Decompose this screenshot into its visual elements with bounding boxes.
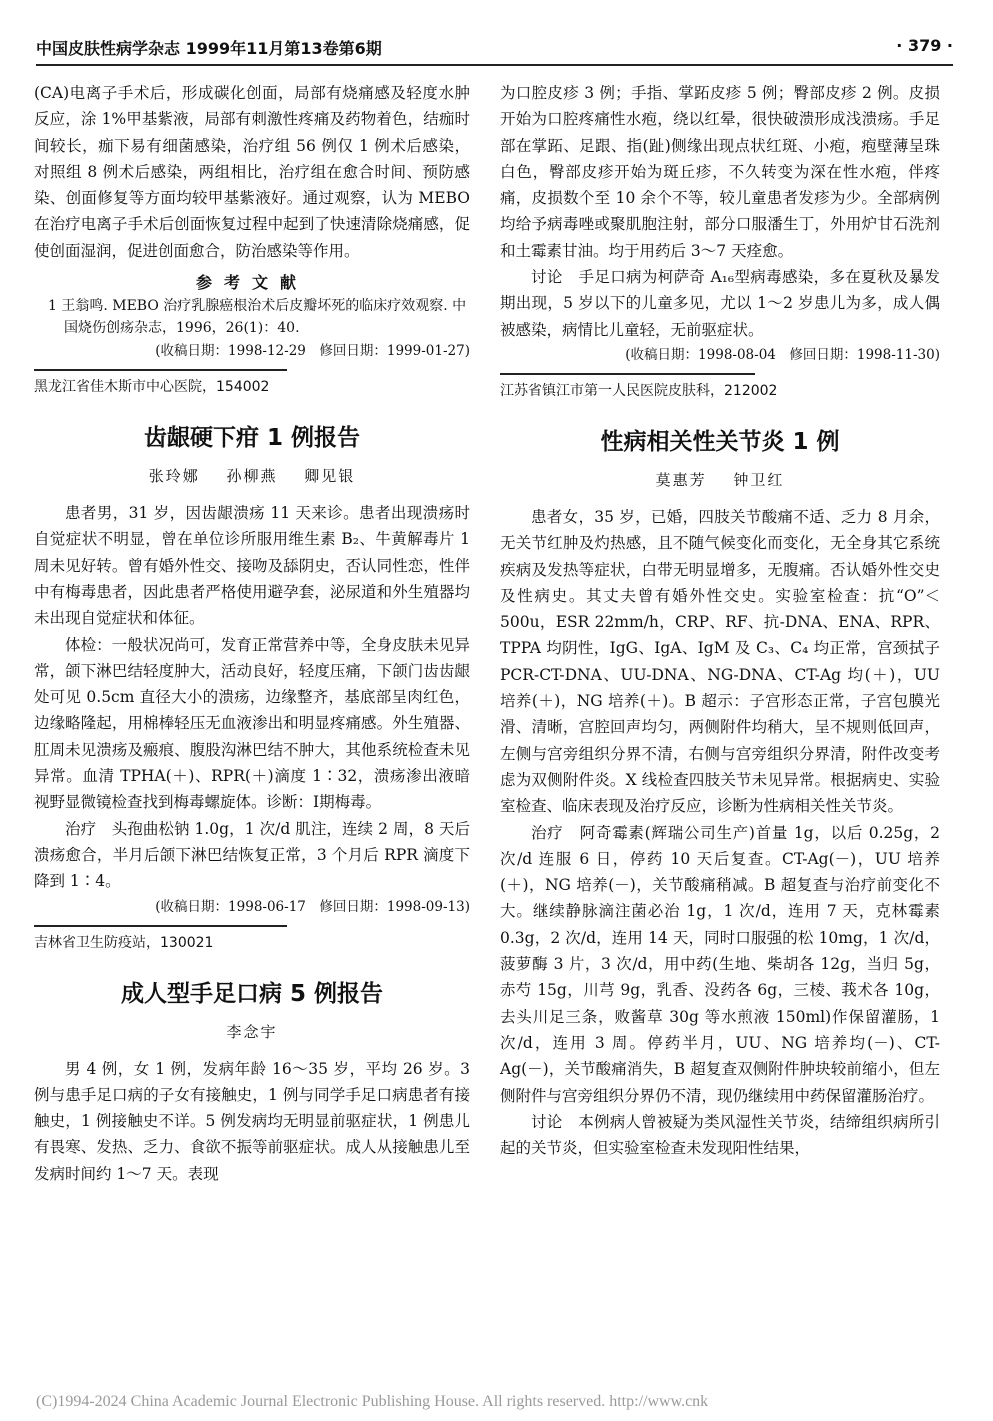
affiliation: 黑龙江省佳木斯市中心医院，154002 [34,379,270,396]
received-revised-dates: (收稿日期：1998-12-29 修回日期：1999-01-27) [155,343,470,360]
body-paragraph: 治疗 阿奇霉素(辉瑞公司生产)首量 1g，以后 0.25g，2 次/d 连服 6 日，停药 10 天后复查。CT-Ag(－)，UU 培养(＋)，NG 培养(－)，关节酸痛稍减。B 超复查与治疗前变化不大。继续静脉滴注菌必治 1g，1 次/d，连用 7 天，克林霉素 0.3g，2 次/d，连用 14 天，同时口服强的松 10mg，1 次/d，菠萝酶 3 片，3 次/d，用中药(生地、柴胡各 12g，当归 5g，赤芍 15g，川芎 9g，乳香、没药各 6g，三棱、莪术各 10g，去头川足三条，败酱草 30g 等水煎液 150ml)作保留灌肠，1 次/d，连用 3 周。停药半月，UU、NG 培养均(－)、CT-Ag(－)，关节酸痛消失，B 超复查双侧附件肿块较前缩小，但左侧附件与宫旁组织分界仍不清，现仍继续用中药保留灌肠治疗。 [500,823,940,1105]
section-divider [500,373,755,375]
affiliation: 吉林省卫生防疫站，130021 [34,934,214,951]
article-std-arthritis [500,381,940,1161]
section-divider [34,925,287,927]
article-hfmd [34,933,470,1187]
body-paragraph: 患者男，31 岁，因齿龈溃疡 11 天来诊。患者出现溃疡时自觉症状不明显，曾在单位诊所服用维生素 B₂、牛黄解毒片 1 周未见好转。曾有婚外性交、接吻及舔阴史，否认同性恋，性伴中有梅毒患者，因此患者严格使用避孕套，泌尿道和外生殖器均未出现自觉症状和体征。 [34,504,470,628]
journal-issue-line: 中国皮肤性病学杂志 1999年11月第13卷第6期 [36,39,382,58]
received-revised-dates: (收稿日期：1998-08-04 修回日期：1998-11-30) [625,346,940,363]
body-paragraph: 治疗 头孢曲松钠 1.0g，1 次/d 肌注，连续 2 周，8 天后溃疡愈合，半月后颌下淋巴结恢复正常，3 个月后 RPR 滴度下降到 1∶4。 [34,819,470,891]
continued-paragraph: 为口腔皮疹 3 例；手指、掌跖皮疹 5 例；臀部皮疹 2 例。皮损开始为口腔疼痛性水疱，绕以红晕，很快破溃形成浅溃疡。手足部在掌跖、足跟、指(趾)侧缘出现点状红斑、小疱，疱壁薄呈珠白色，臀部皮疹开始为斑丘疹，不久转变为深在性水疱，伴疼痛，皮损数个至 10 余个不等，较儿童患者发疹为少。全部病例均给予病毒唑或聚肌胞注射，部分口服潘生丁，外用炉甘石洗剂和土霉素甘油。均于用药后 3～7 天痊愈。 [500,84,940,260]
body-paragraph: 体检：一般状况尚可，发育正常营养中等，全身皮肤未见异常，颌下淋巴结轻度肿大，活动良好，轻度压痛，下颌门齿齿龈处可见 0.5cm 直径大小的溃疡，边缘整齐，基底部呈肉红色，边缘略隆起，用棉棒轻压无血液渗出和明显疼痛感。外生殖器、肛周未见溃疡及瘢痕、腹股沟淋巴结不肿大，其他系统检查未见异常。血清 TPHA(＋)、RPR(＋)滴度 1∶32，溃疡渗出液暗视野显微镜检查找到梅毒螺旋体。诊断：Ⅰ期梅毒。 [34,635,470,812]
affiliation: 江苏省镇江市第一人民医院皮肤科，212002 [500,382,778,399]
continued-paragraph: (CA)电离子手术后，形成碳化创面，局部有烧痛感及轻度水肿反应，涂 1%甲基紫液，局部有刺激性疼痛及药物着色，结痂时间较长，痂下易有细菌感染，治疗组 56 例仅 1 例术后感染，对照组 8 例术后感染，两组相比，治疗组在愈合时间、预防感染、创面修复等方面均较甲基紫液好。通过观察，认为 MEBO 在治疗电离子手术后创面恢复过程中起到了快速清除烧痛感，促使创面湿润，促进创面愈合，防治感染等作用。 [34,84,470,260]
right-column [500,80,940,1161]
article-authors: 张玲娜 孙柳燕 卿见银 [148,467,356,486]
section-divider [34,369,287,371]
running-header [36,28,953,66]
page-number: · 379 · [896,36,953,55]
article-title: 性病相关性关节炎 1 例 [600,428,840,455]
article-authors: 李念宇 [226,1022,278,1041]
received-revised-dates: (收稿日期：1998-06-17 修回日期：1998-09-13) [155,898,470,915]
left-column [34,80,470,1187]
article-authors: 莫惠芳 钟卫红 [655,470,785,489]
body-paragraph: 讨论 本例病人曾被疑为类风湿性关节炎，结缔组织病所引起的关节炎，但实验室检查未发现阳性结果， [500,1112,940,1158]
references-heading: 参考文献 [195,273,308,293]
copyright-watermark: (C)1994-2024 China Academic Journal Electronic Publishing House. All rights reserved. http://www.cnk [36,1393,709,1410]
reference-item: 1 王翁鸣. MEBO 治疗乳腺癌根治术后皮瓣坏死的临床疗效观察. 中国烧伤创疡杂志，1996，26(1)：40. [48,298,467,337]
article-title: 成人型手足口病 5 例报告 [120,980,384,1007]
body-paragraph: 男 4 例，女 1 例，发病年龄 16～35 岁，平均 26 岁。3 例与患手足口病的子女有接触史，1 例与同学手足口病患者有接触史，1 例接触史不详。5 例发病均无明显前驱症状，1 例患儿有畏寒、发热、乏力、食欲不振等前驱症状。成人从接触患儿至发病时间约 1～7 天。表现 [34,1059,470,1183]
body-paragraph: 患者女，35 岁，已婚，四肢关节酸痛不适、乏力 8 月余，无关节红肿及灼热感，且不随气候变化而变化，无全身其它系统疾病及发热等症状，白带无明显增多，无腹痛。否认婚外性交史及性病史。其丈夫曾有婚外性交史。实验室检查：抗“O”＜500u，ESR 22mm/h，CRP、RF、抗-DNA、ENA、RPR、TPPA 均阴性，IgG、IgA、IgM 及 C₃、C₄ 均正常，宫颈拭子 PCR-CT-DNA、UU-DNA、NG-DNA、CT-Ag 均(＋)，UU 培养(＋)，NG 培养(＋)。B 超示：子宫形态正常，子宫包膜光滑、清晰，宫腔回声均匀，两侧附件均稍大，呈不规则低回声，左侧与宫旁组织分界不清，右侧与宫旁组织分界清，附件改变考虑为双侧附件炎。X 线检查四肢关节未见异常。根据病史、实验室检查、临床表现及治疗反应，诊断为性病相关性关节炎。 [500,507,940,816]
discussion-paragraph: 讨论 手足口病为柯萨奇 A₁₆型病毒感染，多在夏秋及暴发期出现，5 岁以下的儿童多见，尤以 1～2 岁患儿为多，成人偶被感染，病情比儿童轻，无前驱症状。 [500,268,940,339]
article-oral-chancre [34,377,470,916]
article-title: 齿龈硬下疳 1 例报告 [143,425,361,452]
